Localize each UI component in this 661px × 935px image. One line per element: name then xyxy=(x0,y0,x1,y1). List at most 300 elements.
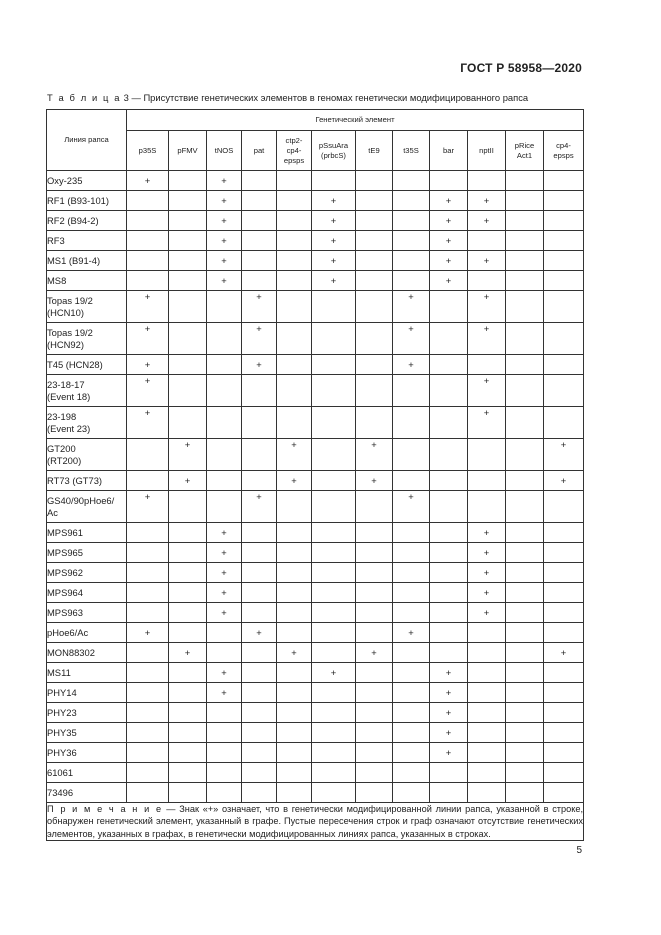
presence-cell xyxy=(468,271,506,291)
presence-cell xyxy=(544,623,584,643)
presence-cell xyxy=(356,407,393,439)
presence-cell xyxy=(127,663,169,683)
column-header: tE9 xyxy=(356,131,393,171)
presence-cell: + xyxy=(312,663,356,683)
presence-cell: + xyxy=(207,603,242,623)
presence-cell xyxy=(277,271,312,291)
table-caption xyxy=(47,92,528,103)
presence-cell xyxy=(544,211,584,231)
presence-cell xyxy=(207,291,242,323)
presence-cell: + xyxy=(468,375,506,407)
presence-cell xyxy=(393,703,430,723)
presence-cell xyxy=(356,171,393,191)
presence-cell: + xyxy=(277,439,312,471)
table-row xyxy=(47,683,584,703)
presence-cell xyxy=(544,407,584,439)
presence-cell xyxy=(127,211,169,231)
presence-cell xyxy=(544,583,584,603)
presence-cell xyxy=(242,763,277,783)
presence-cell xyxy=(506,291,544,323)
presence-cell xyxy=(169,271,207,291)
presence-cell xyxy=(544,763,584,783)
presence-cell: + xyxy=(207,683,242,703)
presence-cell xyxy=(169,563,207,583)
presence-cell xyxy=(430,523,468,543)
presence-cell: + xyxy=(468,407,506,439)
presence-cell xyxy=(356,703,393,723)
presence-cell: + xyxy=(468,211,506,231)
presence-cell: + xyxy=(468,603,506,623)
presence-cell xyxy=(356,491,393,523)
presence-cell xyxy=(393,375,430,407)
presence-cell: + xyxy=(207,211,242,231)
column-header: pat xyxy=(242,131,277,171)
presence-cell xyxy=(430,563,468,583)
presence-cell xyxy=(242,191,277,211)
presence-cell: + xyxy=(207,663,242,683)
presence-cell xyxy=(393,211,430,231)
presence-cell xyxy=(506,231,544,251)
presence-cell: + xyxy=(207,171,242,191)
presence-cell xyxy=(393,171,430,191)
presence-cell: + xyxy=(430,251,468,271)
presence-cell xyxy=(312,323,356,355)
column-header: t35S xyxy=(393,131,430,171)
line-name-cell: 23-18-17 (Event 18) xyxy=(47,375,127,407)
presence-cell xyxy=(506,471,544,491)
presence-cell xyxy=(430,471,468,491)
presence-cell xyxy=(169,407,207,439)
table-row xyxy=(47,171,584,191)
presence-cell xyxy=(393,763,430,783)
line-name-cell: MPS962 xyxy=(47,563,127,583)
presence-cell: + xyxy=(127,375,169,407)
presence-cell: + xyxy=(242,623,277,643)
note-text: — Знак «+» означает, что в генетически модифицированной линии рапса, указанной в строке, обнаружен генетический элемент, указанный в графе. Пустые пересечения строк и граф означают отсутствие генетических элементов, указанных в графах, в генетически модифицированных линиях рапса, указанных в строках. xyxy=(47,804,584,839)
presence-cell xyxy=(544,291,584,323)
presence-cell xyxy=(468,763,506,783)
presence-cell xyxy=(356,743,393,763)
presence-cell: + xyxy=(207,271,242,291)
presence-cell xyxy=(207,723,242,743)
presence-cell xyxy=(207,743,242,763)
presence-cell xyxy=(468,663,506,683)
presence-cell: + xyxy=(430,683,468,703)
presence-cell xyxy=(430,491,468,523)
presence-cell xyxy=(312,743,356,763)
presence-cell xyxy=(506,407,544,439)
presence-cell: + xyxy=(356,643,393,663)
presence-cell xyxy=(277,407,312,439)
presence-cell xyxy=(356,763,393,783)
column-header: cp4- epsps xyxy=(544,131,584,171)
presence-cell xyxy=(277,663,312,683)
presence-cell xyxy=(430,783,468,803)
presence-cell xyxy=(393,643,430,663)
presence-cell xyxy=(506,439,544,471)
presence-cell: + xyxy=(312,191,356,211)
column-header: bar xyxy=(430,131,468,171)
presence-cell xyxy=(207,783,242,803)
presence-cell xyxy=(506,603,544,623)
presence-cell xyxy=(169,583,207,603)
presence-cell xyxy=(393,523,430,543)
presence-cell xyxy=(242,543,277,563)
presence-cell xyxy=(277,563,312,583)
presence-cell: + xyxy=(169,439,207,471)
presence-cell xyxy=(393,231,430,251)
presence-cell xyxy=(277,355,312,375)
presence-cell xyxy=(127,523,169,543)
presence-cell xyxy=(506,543,544,563)
presence-cell xyxy=(242,783,277,803)
presence-cell xyxy=(506,583,544,603)
presence-cell xyxy=(468,471,506,491)
line-name-cell: 73496 xyxy=(47,783,127,803)
presence-cell xyxy=(169,723,207,743)
presence-cell xyxy=(242,523,277,543)
table-row xyxy=(47,623,584,643)
line-name-cell: MPS963 xyxy=(47,603,127,623)
presence-cell xyxy=(356,603,393,623)
table-row xyxy=(47,523,584,543)
presence-cell xyxy=(468,743,506,763)
presence-cell xyxy=(544,171,584,191)
presence-cell xyxy=(356,563,393,583)
presence-cell xyxy=(506,375,544,407)
presence-cell: + xyxy=(312,251,356,271)
presence-cell xyxy=(169,251,207,271)
presence-cell xyxy=(127,643,169,663)
presence-cell xyxy=(127,231,169,251)
presence-cell xyxy=(242,723,277,743)
presence-cell xyxy=(277,375,312,407)
line-name-cell: pHoe6/Ac xyxy=(47,623,127,643)
table-caption-prefix: Т а б л и ц а xyxy=(47,92,122,103)
presence-cell: + xyxy=(169,471,207,491)
presence-cell: + xyxy=(312,211,356,231)
presence-cell: + xyxy=(430,191,468,211)
presence-cell xyxy=(127,563,169,583)
presence-cell xyxy=(544,743,584,763)
presence-cell xyxy=(127,603,169,623)
presence-cell: + xyxy=(242,491,277,523)
column-header: tNOS xyxy=(207,131,242,171)
presence-cell: + xyxy=(127,491,169,523)
table-row xyxy=(47,251,584,271)
presence-cell xyxy=(356,723,393,743)
note-prefix: П р и м е ч а н и е xyxy=(47,804,163,814)
presence-cell xyxy=(169,623,207,643)
table-row xyxy=(47,407,584,439)
presence-cell xyxy=(127,439,169,471)
presence-cell xyxy=(277,623,312,643)
presence-cell: + xyxy=(393,355,430,375)
presence-cell: + xyxy=(127,355,169,375)
line-name-cell: PHY36 xyxy=(47,743,127,763)
table-row xyxy=(47,439,584,471)
presence-cell xyxy=(242,603,277,623)
presence-cell xyxy=(127,271,169,291)
presence-cell xyxy=(393,783,430,803)
presence-cell xyxy=(430,291,468,323)
presence-cell xyxy=(169,543,207,563)
presence-cell xyxy=(127,191,169,211)
presence-cell xyxy=(430,543,468,563)
presence-cell xyxy=(169,355,207,375)
presence-cell: + xyxy=(312,271,356,291)
presence-cell xyxy=(356,271,393,291)
presence-cell xyxy=(430,603,468,623)
presence-cell xyxy=(544,563,584,583)
line-name-cell: MPS961 xyxy=(47,523,127,543)
presence-cell xyxy=(242,211,277,231)
presence-cell xyxy=(277,683,312,703)
presence-cell xyxy=(506,355,544,375)
presence-cell xyxy=(277,783,312,803)
presence-cell xyxy=(393,603,430,623)
presence-cell xyxy=(430,407,468,439)
presence-cell xyxy=(242,471,277,491)
presence-cell xyxy=(544,523,584,543)
line-name-cell: PHY35 xyxy=(47,723,127,743)
presence-cell xyxy=(468,439,506,471)
line-name-cell: T45 (HCN28) xyxy=(47,355,127,375)
presence-cell xyxy=(393,543,430,563)
presence-cell xyxy=(506,683,544,703)
presence-cell xyxy=(312,563,356,583)
column-header: nptII xyxy=(468,131,506,171)
presence-cell xyxy=(242,375,277,407)
presence-cell xyxy=(356,191,393,211)
presence-cell: + xyxy=(356,471,393,491)
presence-cell: + xyxy=(430,703,468,723)
line-name-cell: PHY14 xyxy=(47,683,127,703)
presence-cell xyxy=(312,603,356,623)
presence-cell xyxy=(506,743,544,763)
presence-cell xyxy=(127,583,169,603)
presence-cell xyxy=(312,763,356,783)
presence-cell xyxy=(277,543,312,563)
presence-cell xyxy=(506,523,544,543)
presence-cell xyxy=(242,583,277,603)
presence-cell xyxy=(506,623,544,643)
presence-cell xyxy=(242,251,277,271)
presence-cell xyxy=(312,355,356,375)
presence-cell: + xyxy=(430,743,468,763)
presence-cell xyxy=(506,491,544,523)
presence-cell xyxy=(393,583,430,603)
table-row xyxy=(47,743,584,763)
presence-cell xyxy=(544,543,584,563)
presence-cell xyxy=(430,171,468,191)
presence-cell xyxy=(544,251,584,271)
presence-cell xyxy=(277,491,312,523)
presence-cell xyxy=(127,251,169,271)
presence-cell xyxy=(544,491,584,523)
presence-cell xyxy=(207,643,242,663)
presence-cell xyxy=(544,191,584,211)
table-row xyxy=(47,191,584,211)
presence-cell xyxy=(127,471,169,491)
line-name-cell: RF1 (B93-101) xyxy=(47,191,127,211)
presence-cell xyxy=(169,523,207,543)
presence-cell xyxy=(242,171,277,191)
table-caption-number: 3 xyxy=(123,92,129,103)
presence-cell: + xyxy=(356,439,393,471)
line-name-cell: Topas 19/2 (HCN10) xyxy=(47,291,127,323)
line-name-cell: RF2 (B94-2) xyxy=(47,211,127,231)
presence-cell xyxy=(207,375,242,407)
line-name-cell: RF3 xyxy=(47,231,127,251)
presence-cell xyxy=(544,683,584,703)
presence-cell xyxy=(312,471,356,491)
table-row xyxy=(47,783,584,803)
genetic-elements-table xyxy=(46,109,584,841)
presence-cell xyxy=(312,783,356,803)
presence-cell: + xyxy=(127,291,169,323)
presence-cell xyxy=(127,723,169,743)
presence-cell: + xyxy=(468,291,506,323)
page-number: 5 xyxy=(576,845,582,856)
presence-cell xyxy=(356,583,393,603)
presence-cell xyxy=(277,191,312,211)
presence-cell xyxy=(242,271,277,291)
line-name-cell: Oxy-235 xyxy=(47,171,127,191)
presence-cell xyxy=(242,663,277,683)
table-row xyxy=(47,471,584,491)
table-row xyxy=(47,663,584,683)
presence-cell xyxy=(207,703,242,723)
table-caption-text: — Присутствие генетических элементов в геномах генетически модифицированного рапса xyxy=(131,92,529,103)
presence-cell xyxy=(169,663,207,683)
presence-cell xyxy=(506,171,544,191)
presence-cell xyxy=(312,523,356,543)
presence-cell xyxy=(356,323,393,355)
presence-cell xyxy=(468,703,506,723)
presence-cell xyxy=(506,783,544,803)
presence-cell: + xyxy=(127,623,169,643)
presence-cell: + xyxy=(127,323,169,355)
presence-cell xyxy=(468,723,506,743)
presence-cell: + xyxy=(468,251,506,271)
presence-cell xyxy=(506,563,544,583)
presence-cell xyxy=(312,643,356,663)
table-row xyxy=(47,563,584,583)
line-name-cell: MPS964 xyxy=(47,583,127,603)
presence-cell xyxy=(506,251,544,271)
standard-designation: ГОСТ Р 58958—2020 xyxy=(460,61,582,75)
presence-cell xyxy=(312,723,356,743)
presence-cell: + xyxy=(544,471,584,491)
presence-cell: + xyxy=(393,491,430,523)
presence-cell xyxy=(277,763,312,783)
line-name-cell: GS40/90pHoe6/ Ac xyxy=(47,491,127,523)
presence-cell xyxy=(430,583,468,603)
presence-cell xyxy=(506,211,544,231)
line-name-cell: Topas 19/2 (HCN92) xyxy=(47,323,127,355)
presence-cell xyxy=(277,743,312,763)
presence-cell: + xyxy=(207,191,242,211)
presence-cell xyxy=(312,583,356,603)
presence-cell xyxy=(242,231,277,251)
presence-cell: + xyxy=(544,439,584,471)
presence-cell xyxy=(430,643,468,663)
presence-cell xyxy=(207,491,242,523)
presence-cell xyxy=(506,723,544,743)
presence-cell xyxy=(312,491,356,523)
presence-cell xyxy=(393,271,430,291)
presence-cell xyxy=(356,375,393,407)
presence-cell xyxy=(207,471,242,491)
presence-cell: + xyxy=(468,563,506,583)
presence-cell: + xyxy=(242,355,277,375)
presence-cell: + xyxy=(393,323,430,355)
table-row xyxy=(47,763,584,783)
presence-cell: + xyxy=(544,643,584,663)
table-row xyxy=(47,583,584,603)
presence-cell xyxy=(468,643,506,663)
line-name-cell: GT200 (RT200) xyxy=(47,439,127,471)
presence-cell xyxy=(169,491,207,523)
presence-cell xyxy=(544,271,584,291)
presence-cell xyxy=(312,543,356,563)
presence-cell xyxy=(169,323,207,355)
presence-cell xyxy=(277,703,312,723)
presence-cell xyxy=(430,763,468,783)
table-row xyxy=(47,355,584,375)
presence-cell xyxy=(169,743,207,763)
presence-cell xyxy=(207,323,242,355)
table-row xyxy=(47,543,584,563)
presence-cell xyxy=(169,683,207,703)
table-row xyxy=(47,211,584,231)
presence-cell xyxy=(169,191,207,211)
presence-cell: + xyxy=(393,623,430,643)
presence-cell xyxy=(127,763,169,783)
presence-cell xyxy=(468,683,506,703)
line-name-cell: MS1 (B91-4) xyxy=(47,251,127,271)
presence-cell xyxy=(544,355,584,375)
presence-cell xyxy=(506,271,544,291)
presence-cell xyxy=(169,211,207,231)
presence-cell xyxy=(242,743,277,763)
presence-cell xyxy=(544,603,584,623)
table-row xyxy=(47,643,584,663)
presence-cell xyxy=(242,703,277,723)
line-name-cell: RT73 (GT73) xyxy=(47,471,127,491)
presence-cell xyxy=(506,663,544,683)
presence-cell xyxy=(277,291,312,323)
presence-cell xyxy=(356,251,393,271)
presence-cell xyxy=(207,355,242,375)
presence-cell xyxy=(277,583,312,603)
line-name-cell: 61061 xyxy=(47,763,127,783)
presence-cell xyxy=(312,407,356,439)
presence-cell xyxy=(393,439,430,471)
presence-cell: + xyxy=(207,563,242,583)
presence-cell xyxy=(468,623,506,643)
presence-cell xyxy=(169,763,207,783)
presence-cell xyxy=(544,231,584,251)
presence-cell xyxy=(468,491,506,523)
presence-cell xyxy=(393,191,430,211)
presence-cell xyxy=(312,703,356,723)
presence-cell xyxy=(277,523,312,543)
line-name-cell: MON88302 xyxy=(47,643,127,663)
presence-cell xyxy=(356,683,393,703)
presence-cell: + xyxy=(393,291,430,323)
